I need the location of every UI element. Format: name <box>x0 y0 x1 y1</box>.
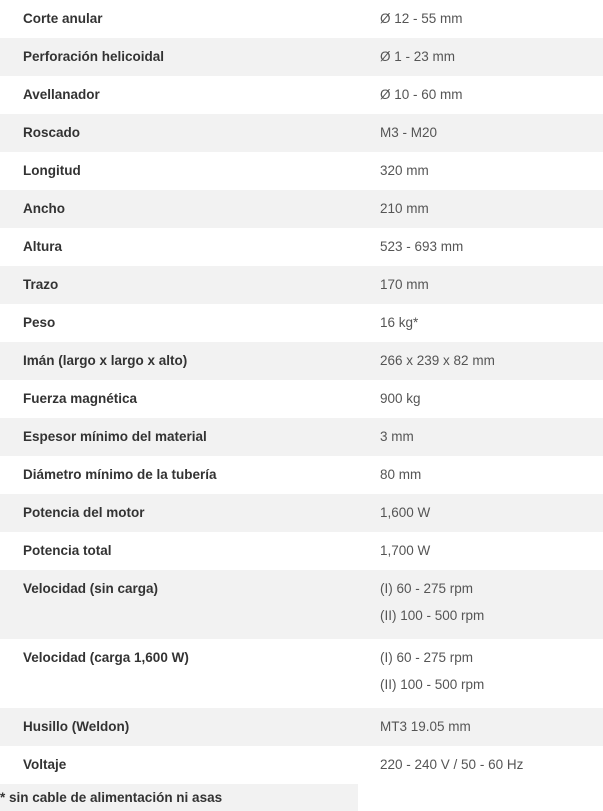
spec-value-cell <box>358 0 603 38</box>
spec-value-cell <box>358 532 603 570</box>
spec-row <box>0 456 603 494</box>
spec-value-cell <box>358 304 603 342</box>
spec-value: 266 x 239 x 82 mm <box>380 353 495 368</box>
spec-value-cell <box>358 342 603 380</box>
spec-value: 220 - 240 V / 50 - 60 Hz <box>380 757 524 772</box>
spec-value: M3 - M20 <box>380 125 438 140</box>
spec-row <box>0 114 603 152</box>
spec-value-cell <box>358 152 603 190</box>
spec-value: 900 kg <box>380 391 421 406</box>
spec-row <box>0 746 603 784</box>
spec-label: Espesor mínimo del material <box>0 418 358 456</box>
spec-row <box>0 570 603 639</box>
spec-row <box>0 38 603 76</box>
spec-value: 3 mm <box>380 429 414 444</box>
spec-value-cell <box>358 494 603 532</box>
spec-value-cell <box>358 456 603 494</box>
spec-row <box>0 76 603 114</box>
spec-label: Trazo <box>0 266 358 304</box>
spec-value-cell <box>358 76 603 114</box>
spec-value-cell <box>358 418 603 456</box>
spec-row <box>0 0 603 38</box>
spec-label: Potencia total <box>23 543 112 558</box>
spec-value: 80 mm <box>380 467 422 482</box>
spec-value-cell <box>358 228 603 266</box>
spec-value-cell <box>358 38 603 76</box>
spec-row <box>0 494 603 532</box>
spec-row <box>0 304 603 342</box>
spec-label: Perforación helicoidal <box>0 38 358 76</box>
spec-label: Altura <box>23 239 63 254</box>
spec-value: Ø 12 - 55 mm <box>380 11 463 26</box>
spec-value-cell <box>358 380 603 418</box>
spec-row <box>0 190 603 228</box>
spec-label: Corte anular <box>23 11 103 26</box>
spec-value-cell <box>358 266 603 304</box>
spec-label: Husillo (Weldon) <box>0 708 358 746</box>
spec-value-cell <box>358 190 603 228</box>
spec-label: Roscado <box>0 114 358 152</box>
spec-label: Voltaje <box>23 757 67 772</box>
spec-row <box>0 639 603 708</box>
spec-row <box>0 418 603 456</box>
spec-value: 320 mm <box>380 163 429 178</box>
spec-value: Ø 1 - 23 mm <box>380 49 456 64</box>
spec-value: 16 kg* <box>380 315 419 330</box>
spec-row <box>0 266 603 304</box>
spec-label: Longitud <box>23 163 81 178</box>
spec-label: Fuerza magnética <box>23 391 138 406</box>
spec-row <box>0 228 603 266</box>
spec-label: Peso <box>23 315 56 330</box>
spec-value: 523 - 693 mm <box>380 239 464 254</box>
footnote-text: * sin cable de alimentación ni asas <box>0 784 358 811</box>
spec-value: 210 mm <box>380 201 429 216</box>
spec-row <box>0 380 603 418</box>
spec-value-cell <box>358 570 603 639</box>
spec-label: Ancho <box>0 190 358 228</box>
footnote-blank-cell <box>358 784 603 811</box>
spec-value: 1,700 W <box>380 543 431 558</box>
spec-label: Diámetro mínimo de la tubería <box>23 467 217 482</box>
spec-label: Velocidad (carga 1,600 W) <box>23 650 189 665</box>
spec-value: (I) 60 - 275 rpm <box>380 581 474 596</box>
spec-row <box>0 152 603 190</box>
spec-value-cell <box>358 746 603 784</box>
spec-label: Velocidad (sin carga) <box>0 570 358 639</box>
spec-value: Ø 10 - 60 mm <box>380 87 463 102</box>
spec-label: Avellanador <box>23 87 100 102</box>
spec-value: 170 mm <box>380 277 429 292</box>
spec-label: Potencia del motor <box>0 494 358 532</box>
spec-value-cell <box>358 639 603 708</box>
spec-row <box>0 342 603 380</box>
spec-value: MT3 19.05 mm <box>380 719 471 734</box>
spec-value: (I) 60 - 275 rpm <box>380 650 474 665</box>
spec-value: (II) 100 - 500 rpm <box>380 677 485 692</box>
spec-row <box>0 708 603 746</box>
spec-value: (II) 100 - 500 rpm <box>380 608 485 623</box>
spec-value-cell <box>358 708 603 746</box>
spec-row <box>0 532 603 570</box>
spec-value: 1,600 W <box>380 505 431 520</box>
spec-value-cell <box>358 114 603 152</box>
spec-label: Imán (largo x largo x alto) <box>0 342 358 380</box>
footnote-row <box>0 784 603 811</box>
